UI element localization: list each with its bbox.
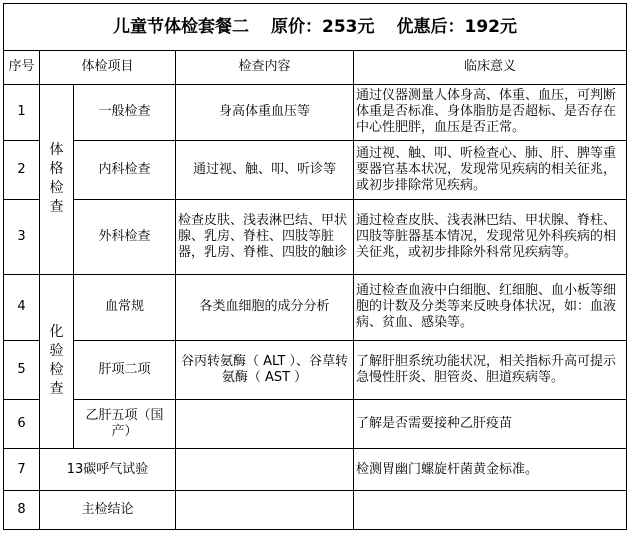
header-item: 体检项目 — [40, 50, 176, 84]
row-no: 7 — [4, 449, 40, 491]
row-meaning: 通过检查血液中白细胞、红细胞、血小板等细胞的计数及分类等来反映身体状况，如：血液病、贫血、感染等。 — [354, 274, 627, 340]
table-row — [4, 491, 627, 530]
row-content: 身高体重血压等 — [176, 84, 354, 140]
discount-price: 优惠后：192元 — [396, 16, 517, 37]
row-no: 3 — [4, 200, 40, 275]
row-no: 8 — [4, 491, 40, 530]
table-title — [4, 4, 627, 51]
row-content: 通过视、触、叩、听诊等 — [176, 140, 354, 199]
row-meaning: 了解肝胆系统功能状况，相关指标升高可提示急慢性肝炎、胆管炎、胆道疾病等。 — [354, 341, 627, 400]
table-row — [4, 341, 627, 400]
row-item: 血常规 — [74, 274, 176, 340]
row-content: 谷丙转氨酶（ ALT ）、谷草转氨酶（ AST ） — [176, 341, 354, 400]
row-no: 6 — [4, 400, 40, 449]
table-row — [4, 140, 627, 199]
row-meaning: 通过检查皮肤、浅表淋巴结、甲状腺、脊柱、四肢等脏器基本情况，发现常见外科疾病的相关征兆，或初步排除外科常见疾病等。 — [354, 200, 627, 275]
category-physical — [40, 84, 74, 274]
row-item: 一般检查 — [74, 84, 176, 140]
table-row — [4, 274, 627, 340]
row-content — [176, 400, 354, 449]
row-no: 4 — [4, 274, 40, 340]
package-name: 儿童节体检套餐二 — [113, 16, 249, 37]
category-lab-label: 化 验 检 查 — [49, 324, 64, 398]
row-content — [176, 449, 354, 491]
category-lab — [40, 274, 74, 449]
row-meaning: 检测胃幽门螺旋杆菌黄金标准。 — [354, 449, 627, 491]
table-row — [4, 200, 627, 275]
row-no: 2 — [4, 140, 40, 199]
table-row — [4, 400, 627, 449]
row-item: 乙肝五项（国产） — [74, 400, 176, 449]
row-item: 内科检查 — [74, 140, 176, 199]
header-row — [4, 50, 627, 84]
row-meaning — [354, 491, 627, 530]
row-item: 肝项二项 — [74, 341, 176, 400]
original-price: 原价：253元 — [271, 16, 375, 37]
row-meaning: 了解是否需要接种乙肝疫苗 — [354, 400, 627, 449]
header-meaning: 临床意义 — [354, 50, 627, 84]
row-item: 主检结论 — [40, 491, 176, 530]
row-content: 检查皮肤、浅表淋巴结、甲状腺、乳房、脊柱、四肢等脏器，乳房、脊椎、四肢的触诊 — [176, 200, 354, 275]
category-physical-label: 体 格 检 查 — [49, 142, 64, 216]
row-meaning: 通过视、触、叩、听检查心、肺、肝、脾等重要器官基本状况，发现常见疾病的相关征兆，或初步排除常见疾病。 — [354, 140, 627, 199]
row-content: 各类血细胞的成分分析 — [176, 274, 354, 340]
row-item: 外科检查 — [74, 200, 176, 275]
row-no: 1 — [4, 84, 40, 140]
table-row — [4, 84, 627, 140]
table-row — [4, 449, 627, 491]
row-item: 13碳呼气试验 — [40, 449, 176, 491]
header-content: 检查内容 — [176, 50, 354, 84]
row-content — [176, 491, 354, 530]
row-meaning: 通过仪器测量人体身高、体重、血压，可判断体重是否标准、身体脂肪是否超标、是否存在中心性肥胖，血压是否正常。 — [354, 84, 627, 140]
header-no: 序号 — [4, 50, 40, 84]
row-no: 5 — [4, 341, 40, 400]
checkup-package-table — [3, 3, 627, 530]
